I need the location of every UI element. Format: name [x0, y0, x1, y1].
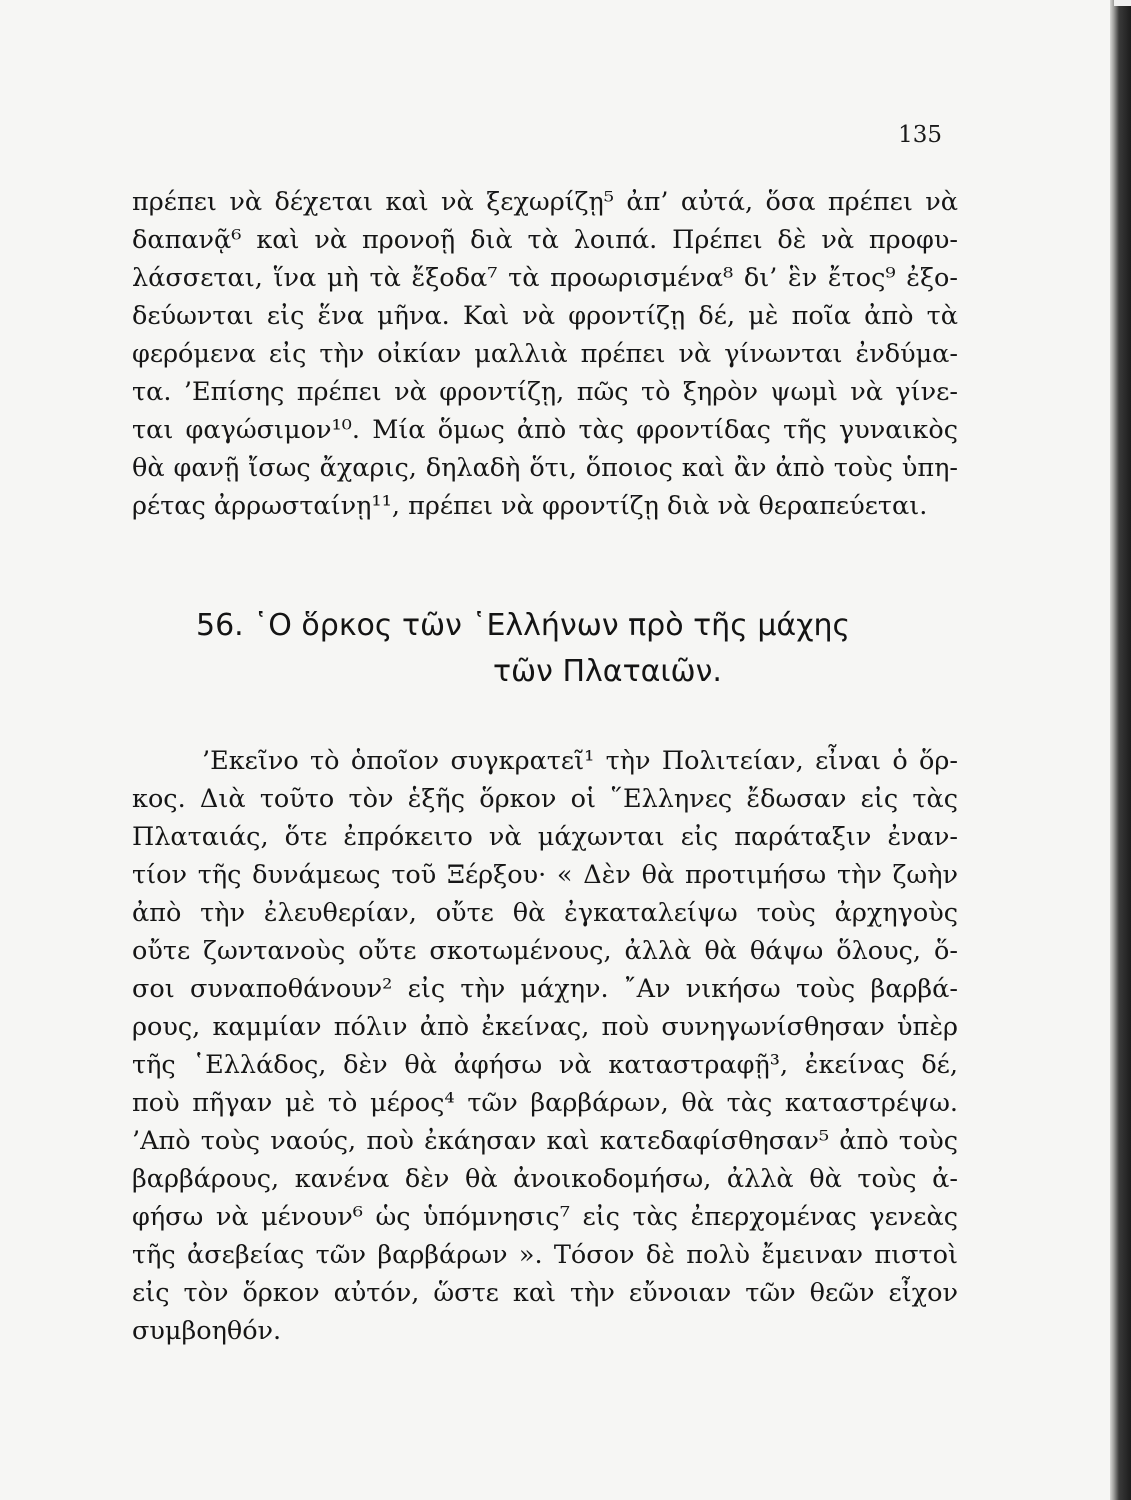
text-line: ἀπὸ τὴν ἐλευθερίαν, οὔτε θὰ ἐγκαταλείψω τοὺς ἀρχηγοὺς	[132, 898, 958, 928]
text-line: ρους, καμμίαν πόλιν ἀπὸ ἐκείνας, ποὺ συνηγωνίσθησαν ὑπὲρ	[132, 1012, 958, 1042]
text-line: δεύωνται εἰς ἕνα μῆνα. Καὶ νὰ φροντίζῃ δέ, μὲ ποῖα ἀπὸ τὰ	[132, 301, 958, 331]
text-line: ’Εκεῖνο τὸ ὁποῖον συγκρατεῖ¹ τὴν Πολιτείαν, εἶναι ὁ ὅρ-	[202, 746, 958, 776]
page-edge-corner	[1114, 0, 1131, 6]
text-line: κος. Διὰ τοῦτο τὸν ἑξῆς ὅρκον οἱ ῞Ελληνες ἔδωσαν εἰς τὰς	[132, 784, 958, 814]
text-line: ποὺ πῆγαν μὲ τὸ μέρος⁴ τῶν βαρβάρων, θὰ τὰς καταστρέψω.	[132, 1088, 958, 1118]
section-heading	[196, 603, 916, 695]
text-line: τῆς ῾Ελλάδος, δὲν θὰ ἀφήσω νὰ καταστραφῇ³, ἐκείνας δέ,	[132, 1050, 958, 1080]
text-line: οὔτε ζωντανοὺς οὔτε σκοτωμένους, ἀλλὰ θὰ θάψω ὅλους, ὅ-	[132, 936, 958, 966]
text-line: τα. ’Επίσης πρέπει νὰ φροντίζῃ, πῶς τὸ ξηρὸν ψωμὶ νὰ γίνε-	[132, 377, 958, 407]
paragraph-main	[132, 742, 958, 1350]
section-number: 56.	[196, 608, 244, 643]
text-line: πρέπει νὰ δέχεται καὶ νὰ ξεχωρίζῃ⁵ ἀπ’ αὐτά, ὅσα πρέπει νὰ	[132, 187, 958, 217]
page-edge-shadow	[1110, 0, 1131, 1500]
section-title-line1: ῾Ο ὅρκος τῶν ῾Ελλήνων πρὸ τῆς μάχης	[253, 608, 851, 643]
text-line: εἰς τὸν ὅρκον αὐτόν, ὥστε καὶ τὴν εὔνοιαν τῶν θεῶν εἶχον	[132, 1278, 958, 1308]
text-line: συμβοηθόν.	[132, 1316, 282, 1346]
text-line: ται φαγώσιμον¹⁰. Μία ὅμως ἀπὸ τὰς φροντίδας τῆς γυναικὸς	[132, 415, 958, 445]
text-line: ’Απὸ τοὺς ναούς, ποὺ ἐκάησαν καὶ κατεδαφίσθησαν⁵ ἀπὸ τοὺς	[132, 1126, 958, 1156]
text-line: θὰ φανῇ ἴσως ἄχαρις, δηλαδὴ ὅτι, ὅποιος καὶ ἂν ἀπὸ τοὺς ὑπη-	[132, 453, 958, 483]
text-line: σοι συναποθάνουν² εἰς τὴν μάχην. ῎Αν νικήσω τοὺς βαρβά-	[132, 974, 958, 1004]
text-line: βαρβάρους, κανένα δὲν θὰ ἀνοικοδομήσω, ἀλλὰ θὰ τοὺς ἀ-	[132, 1164, 958, 1194]
text-line: τίον τῆς δυνάμεως τοῦ Ξέρξου· « Δὲν θὰ προτιμήσω τὴν ζωὴν	[132, 860, 958, 890]
text-line: Πλαταιάς, ὅτε ἐπρόκειτο νὰ μάχωνται εἰς παράταξιν ἐναν-	[132, 822, 958, 852]
text-line: φήσω νὰ μένουν⁶ ὡς ὑπόμνησις⁷ εἰς τὰς ἐπερχομένας γενεὰς	[132, 1202, 958, 1232]
text-line: φερόμενα εἰς τὴν οἰκίαν μαλλιὰ πρέπει νὰ γίνωνται ἐνδύμα-	[132, 339, 958, 369]
text-line: λάσσεται, ἵνα μὴ τὰ ἔξοδα⁷ τὰ προωρισμένα⁸ δι’ ἓν ἔτος⁹ ἐξο-	[132, 263, 958, 293]
heading-line-1	[196, 603, 916, 649]
text-line: τῆς ἀσεβείας τῶν βαρβάρων ». Τόσον δὲ πολὺ ἔμειναν πιστοὶ	[132, 1240, 958, 1270]
text-line: ρέτας ἀρρωσταίνῃ¹¹, πρέπει νὰ φροντίζῃ διὰ νὰ θεραπεύεται.	[132, 491, 928, 521]
page-number: 135	[898, 122, 942, 148]
paragraph-top	[132, 183, 958, 525]
section-title-line2: τῶν Πλαταιῶν.	[493, 654, 722, 689]
text-line: δαπανᾷ⁶ καὶ νὰ προνοῇ διὰ τὰ λοιπά. Πρέπει δὲ νὰ προφυ-	[132, 225, 958, 255]
